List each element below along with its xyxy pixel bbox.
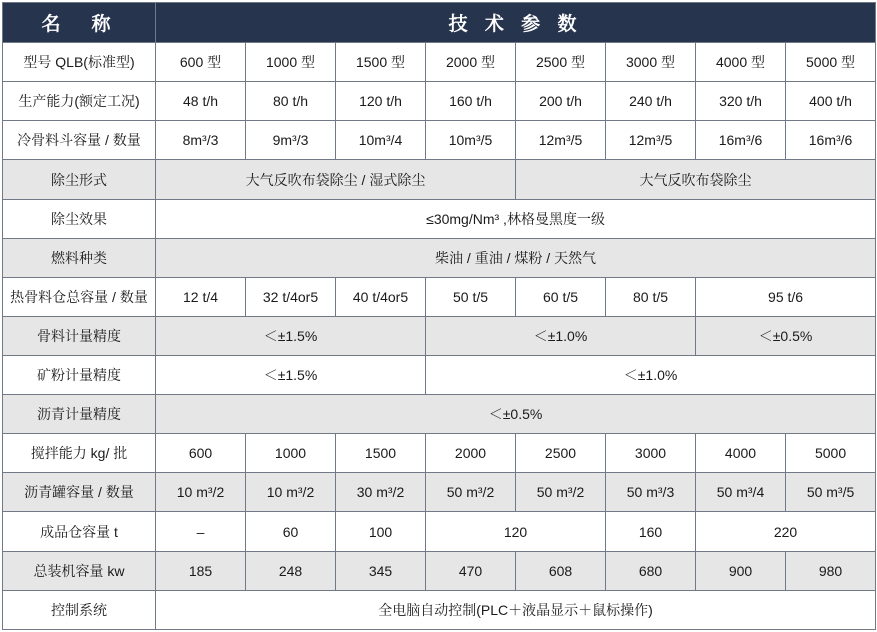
table-cell: 60 t/5 [516, 277, 606, 316]
table-cell: 160 t/h [426, 82, 516, 121]
table-cell: 40 t/4or5 [336, 277, 426, 316]
header-specs: 技 术 参 数 [156, 3, 876, 43]
table-cell: 柴油 / 重油 / 煤粉 / 天然气 [156, 238, 876, 277]
row-label: 总装机容量 kw [3, 551, 156, 590]
row-label: 冷骨料斗容量 / 数量 [3, 121, 156, 160]
row-label: 燃料种类 [3, 238, 156, 277]
row-dust-type [3, 160, 876, 199]
row-mixing [3, 434, 876, 473]
table-cell: 50 t/5 [426, 277, 516, 316]
table-cell: 5000 型 [786, 43, 876, 82]
table-cell: 2500 [516, 434, 606, 473]
header-name: 名 称 [3, 3, 156, 43]
table-cell: ＜±1.5% [156, 356, 426, 395]
table-cell: 2500 型 [516, 43, 606, 82]
row-capacity [3, 82, 876, 121]
row-power [3, 551, 876, 590]
table-cell: 1000 型 [246, 43, 336, 82]
row-label: 控制系统 [3, 590, 156, 629]
table-cell: 10 m³/2 [246, 473, 336, 512]
table-cell: 12m³/5 [516, 121, 606, 160]
table-cell: 12 t/4 [156, 277, 246, 316]
table-cell: 2000 [426, 434, 516, 473]
table-cell: 240 t/h [606, 82, 696, 121]
row-bitumen-tank [3, 473, 876, 512]
table-cell: 12m³/5 [606, 121, 696, 160]
row-label: 骨料计量精度 [3, 316, 156, 355]
row-control [3, 590, 876, 629]
table-cell: 48 t/h [156, 82, 246, 121]
table-cell: 50 m³/3 [606, 473, 696, 512]
table-cell: 80 t/h [246, 82, 336, 121]
row-label: 型号 QLB(标准型) [3, 43, 156, 82]
table-cell: 5000 [786, 434, 876, 473]
table-cell: 120 t/h [336, 82, 426, 121]
table-cell: 10 m³/2 [156, 473, 246, 512]
row-label: 搅拌能力 kg/ 批 [3, 434, 156, 473]
table-cell: ＜±1.0% [426, 356, 876, 395]
row-label: 热骨料仓总容量 / 数量 [3, 277, 156, 316]
table-cell: 3000 [606, 434, 696, 473]
header-row [3, 3, 876, 43]
table-cell: 2000 型 [426, 43, 516, 82]
table-cell: ≤30mg/Nm³ ,林格曼黑度一级 [156, 199, 876, 238]
table-cell: 200 t/h [516, 82, 606, 121]
table-cell: 50 m³/5 [786, 473, 876, 512]
table-cell: 60 [246, 512, 336, 551]
table-cell: 248 [246, 551, 336, 590]
table-cell: 220 [696, 512, 876, 551]
row-model [3, 43, 876, 82]
table-cell: 400 t/h [786, 82, 876, 121]
row-hot-bin [3, 277, 876, 316]
table-cell: 900 [696, 551, 786, 590]
row-product-silo [3, 512, 876, 551]
row-agg-precision [3, 316, 876, 355]
table-cell: 32 t/4or5 [246, 277, 336, 316]
table-cell: 4000 型 [696, 43, 786, 82]
table-cell: 470 [426, 551, 516, 590]
table-cell: 30 m³/2 [336, 473, 426, 512]
row-label: 除尘效果 [3, 199, 156, 238]
table-cell: 10m³/5 [426, 121, 516, 160]
table-cell: ＜±0.5% [156, 395, 876, 434]
table-cell: 185 [156, 551, 246, 590]
table-cell: 600 [156, 434, 246, 473]
row-dust-effect [3, 199, 876, 238]
table-cell: ＜±1.0% [426, 316, 696, 355]
table-cell: 80 t/5 [606, 277, 696, 316]
table-cell: 345 [336, 551, 426, 590]
table-cell: 16m³/6 [696, 121, 786, 160]
table-cell: 50 m³/2 [426, 473, 516, 512]
table-cell: 680 [606, 551, 696, 590]
row-filler-precision [3, 356, 876, 395]
spec-table [2, 2, 876, 630]
table-cell: 980 [786, 551, 876, 590]
table-cell: 全电脑自动控制(PLC＋液晶显示＋鼠标操作) [156, 590, 876, 629]
table-cell: ＜±1.5% [156, 316, 426, 355]
table-cell: 8m³/3 [156, 121, 246, 160]
table-cell: 120 [426, 512, 606, 551]
row-label: 成品仓容量 t [3, 512, 156, 551]
table-cell: 9m³/3 [246, 121, 336, 160]
table-cell: – [156, 512, 246, 551]
table-cell: 50 m³/2 [516, 473, 606, 512]
table-cell: 100 [336, 512, 426, 551]
table-cell: 95 t/6 [696, 277, 876, 316]
table-cell: 1500 型 [336, 43, 426, 82]
row-cold-bin [3, 121, 876, 160]
table-cell: 10m³/4 [336, 121, 426, 160]
table-cell: 1000 [246, 434, 336, 473]
table-cell: 608 [516, 551, 606, 590]
row-label: 生产能力(额定工况) [3, 82, 156, 121]
table-cell: ＜±0.5% [696, 316, 876, 355]
table-cell: 3000 型 [606, 43, 696, 82]
row-fuel [3, 238, 876, 277]
row-label: 沥青罐容量 / 数量 [3, 473, 156, 512]
table-cell: 4000 [696, 434, 786, 473]
row-bitumen-precision [3, 395, 876, 434]
table-cell: 600 型 [156, 43, 246, 82]
table-cell: 50 m³/4 [696, 473, 786, 512]
row-label: 矿粉计量精度 [3, 356, 156, 395]
table-cell: 大气反吹布袋除尘 / 湿式除尘 [156, 160, 516, 199]
row-label: 除尘形式 [3, 160, 156, 199]
row-label: 沥青计量精度 [3, 395, 156, 434]
table-cell: 1500 [336, 434, 426, 473]
table-cell: 16m³/6 [786, 121, 876, 160]
table-cell: 320 t/h [696, 82, 786, 121]
table-cell: 大气反吹布袋除尘 [516, 160, 876, 199]
table-cell: 160 [606, 512, 696, 551]
